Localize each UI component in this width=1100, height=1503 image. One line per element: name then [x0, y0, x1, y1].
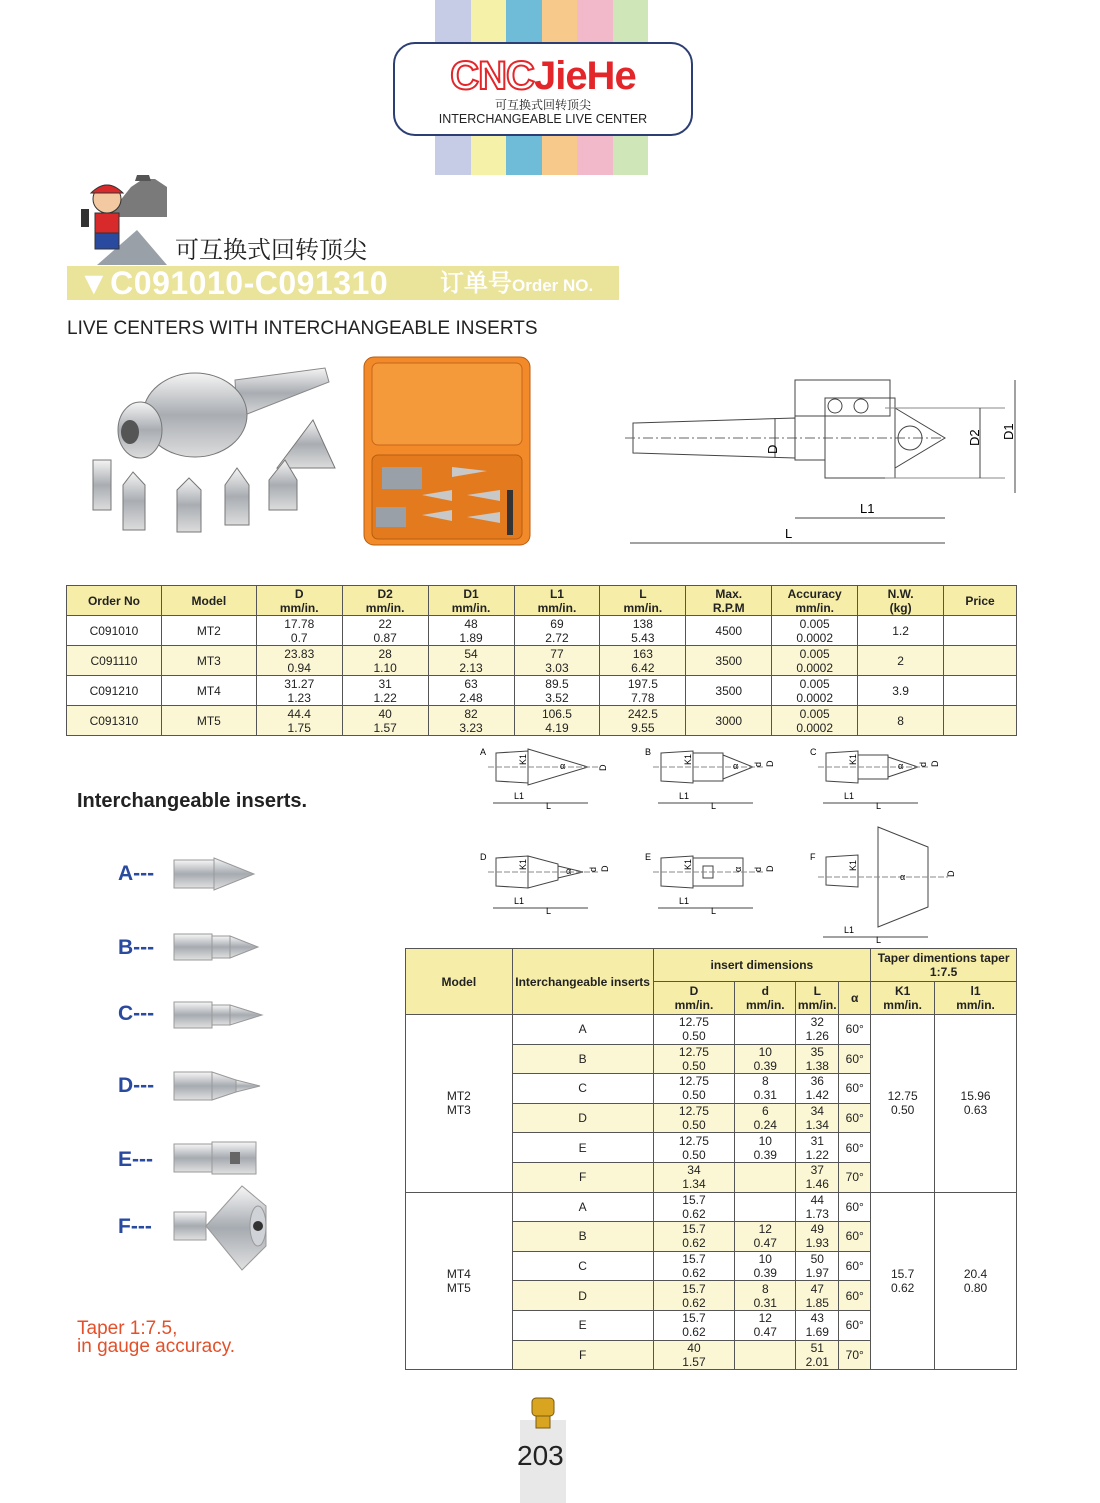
dim-label-D2: D2 [967, 429, 982, 446]
svg-text:d: d [753, 761, 763, 767]
svg-text:L: L [546, 906, 552, 916]
dim-label-L1: L1 [860, 501, 875, 516]
insert-photos [170, 850, 275, 1280]
svg-text:α: α [566, 866, 572, 876]
table-row: B 15.7 0.62 12 0.47 49 1.93 60° [406, 1222, 1017, 1252]
svg-text:K1: K1 [518, 858, 528, 870]
svg-text:α: α [898, 761, 904, 771]
brand-tagline-cn: 可互换式回转顶尖 [494, 98, 591, 112]
insert-photo-d [174, 1072, 260, 1100]
insert-case-photo [362, 355, 532, 547]
header-cell: D2 mm/in. [342, 586, 428, 616]
table-row: D 12.75 0.50 6 0.24 34 1.34 60° [406, 1103, 1017, 1133]
svg-text:L: L [876, 801, 882, 811]
taper-note: Taper 1:7.5, in gauge accuracy. [77, 1318, 236, 1357]
brand-tagline-en: INTERCHANGEABLE LIVE CENTER [438, 112, 648, 126]
svg-text:K1: K1 [683, 858, 693, 870]
svg-text:L: L [876, 935, 882, 945]
table-row: MT4 MT5 A 15.7 0.62 44 1.73 60° 15.7 0.62 20.4 0.80 [406, 1192, 1017, 1222]
brand-name: CNCJieHe [450, 54, 636, 98]
svg-text:K1: K1 [848, 753, 858, 765]
table-row: C091010 MT2 17.78 0.7 22 0.87 48 1.89 69 2.72 138 5.43 4500 0.005 0.0002 1.2 [67, 616, 1017, 646]
insert-diagram-D [480, 852, 610, 916]
insert-diagrams [478, 745, 978, 945]
svg-text:D: D [765, 760, 775, 767]
svg-text:E: E [645, 852, 652, 862]
insert-subheader-row: D mm/in. d mm/in. L mm/in. α K1 mm/in. l1 mm/in. [406, 982, 1017, 1015]
svg-text:d: d [588, 866, 598, 872]
header-cell: L1 mm/in. [514, 586, 600, 616]
insert-diagram-B [645, 747, 775, 811]
insert-diagram-E [645, 852, 775, 916]
insert-diagram-F [810, 827, 956, 945]
insert-photo-e [174, 1142, 256, 1174]
svg-text:α: α [733, 761, 739, 771]
header-cell: Price [944, 586, 1017, 616]
dim-label-D: D [765, 444, 780, 454]
order-code-range: ▼C091010-C091310 [78, 265, 389, 301]
dim-label-D1: D1 [1001, 423, 1016, 440]
svg-text:α: α [560, 761, 566, 771]
svg-text:B: B [645, 747, 652, 757]
spec-header-row [67, 586, 1017, 616]
order-label: 订单号Order NO. [440, 270, 594, 297]
table-row: E 15.7 0.62 12 0.47 43 1.69 60° [406, 1310, 1017, 1340]
insert-label-a: A--- [118, 862, 155, 885]
svg-text:α: α [733, 866, 743, 872]
svg-text:L1: L1 [844, 791, 855, 801]
svg-text:D: D [765, 865, 775, 872]
brand-logo [393, 42, 693, 136]
svg-text:L1: L1 [514, 791, 525, 801]
svg-text:K1: K1 [518, 753, 528, 765]
page-number: 203 [517, 1440, 564, 1471]
svg-text:D: D [598, 764, 608, 771]
svg-text:C: C [810, 747, 817, 757]
table-row: F 40 1.57 51 2.01 70° [406, 1340, 1017, 1370]
table-row: C091210 MT4 31.27 1.23 31 1.22 63 2.48 89.5 3.52 197.5 7.78 3500 0.005 0.0002 3.9 [67, 676, 1017, 706]
insert-label-d: D--- [118, 1074, 155, 1097]
insert-photo-c [174, 1002, 262, 1028]
header-cell: Accuracy mm/in. [772, 586, 858, 616]
insert-diagram-C [810, 747, 940, 811]
svg-text:d: d [753, 866, 763, 872]
header-cell: D1 mm/in. [428, 586, 514, 616]
svg-text:K1: K1 [683, 753, 693, 765]
inserts-title: Interchangeable inserts. [77, 790, 308, 812]
insert-photo-f [174, 1186, 266, 1270]
table-row: C 12.75 0.50 8 0.31 36 1.42 60° [406, 1074, 1017, 1104]
svg-text:D: D [946, 870, 956, 877]
insert-photo-a [174, 858, 254, 890]
svg-text:A: A [480, 747, 487, 757]
live-center-photo [85, 360, 345, 540]
table-row: D 15.7 0.62 8 0.31 47 1.85 60° [406, 1281, 1017, 1311]
spec-table [66, 585, 1017, 736]
table-row: MT2 MT3 A 12.75 0.50 32 1.26 60° 12.75 0.50 15.96 0.63 [406, 1015, 1017, 1045]
table-row: C091110 MT3 23.83 0.94 28 1.10 54 2.13 77 3.03 163 6.42 3500 0.005 0.0002 2 [67, 646, 1017, 676]
mascot-small-icon [528, 1396, 558, 1430]
svg-text:L1: L1 [679, 791, 690, 801]
insert-label-b: B--- [118, 936, 155, 959]
insert-label-c: C--- [118, 1002, 155, 1025]
insert-photo-b [174, 934, 258, 960]
insert-label-e: E--- [118, 1148, 153, 1171]
svg-text:L1: L1 [514, 896, 525, 906]
header-cell: D mm/in. [256, 586, 342, 616]
svg-text:α: α [900, 872, 906, 882]
table-row: C091310 MT5 44.4 1.75 40 1.57 82 3.23 106.5 4.19 242.5 9.55 3000 0.005 0.0002 8 [67, 706, 1017, 736]
svg-text:D: D [480, 852, 487, 862]
svg-text:L: L [711, 906, 717, 916]
dim-label-L: L [785, 526, 793, 541]
header-cell: N.W. (kg) [858, 586, 944, 616]
table-row: F 34 1.34 37 1.46 70° [406, 1162, 1017, 1192]
svg-text:L1: L1 [679, 896, 690, 906]
header-cell: L mm/in. [600, 586, 686, 616]
svg-text:d: d [918, 761, 928, 767]
svg-text:D: D [930, 760, 940, 767]
svg-text:F: F [810, 852, 816, 862]
page-title-cn: 可互换式回转顶尖 [175, 237, 367, 264]
header-cell: Order No [67, 586, 162, 616]
insert-header-row: Model Interchangeable inserts insert dimensions Taper dimentions taper 1:7.5 [406, 949, 1017, 982]
header-cell: Model [161, 586, 256, 616]
page-subtitle: LIVE CENTERS WITH INTERCHANGEABLE INSERTS [67, 318, 538, 339]
svg-text:K1: K1 [848, 859, 858, 871]
live-center-drawing [625, 378, 1025, 553]
svg-text:L1: L1 [844, 925, 855, 935]
table-row: B 12.75 0.50 10 0.39 35 1.38 60° [406, 1044, 1017, 1074]
svg-text:D: D [600, 865, 610, 872]
table-row: C 15.7 0.62 10 0.39 50 1.97 60° [406, 1251, 1017, 1281]
header-cell: Max. R.P.M [686, 586, 772, 616]
table-row: E 12.75 0.50 10 0.39 31 1.22 60° [406, 1133, 1017, 1163]
svg-text:L: L [546, 801, 552, 811]
insert-table [405, 948, 1017, 1370]
mascot-icon [67, 175, 167, 265]
insert-diagram-A [480, 747, 608, 811]
svg-text:L: L [711, 801, 717, 811]
insert-label-f: F--- [118, 1215, 152, 1238]
